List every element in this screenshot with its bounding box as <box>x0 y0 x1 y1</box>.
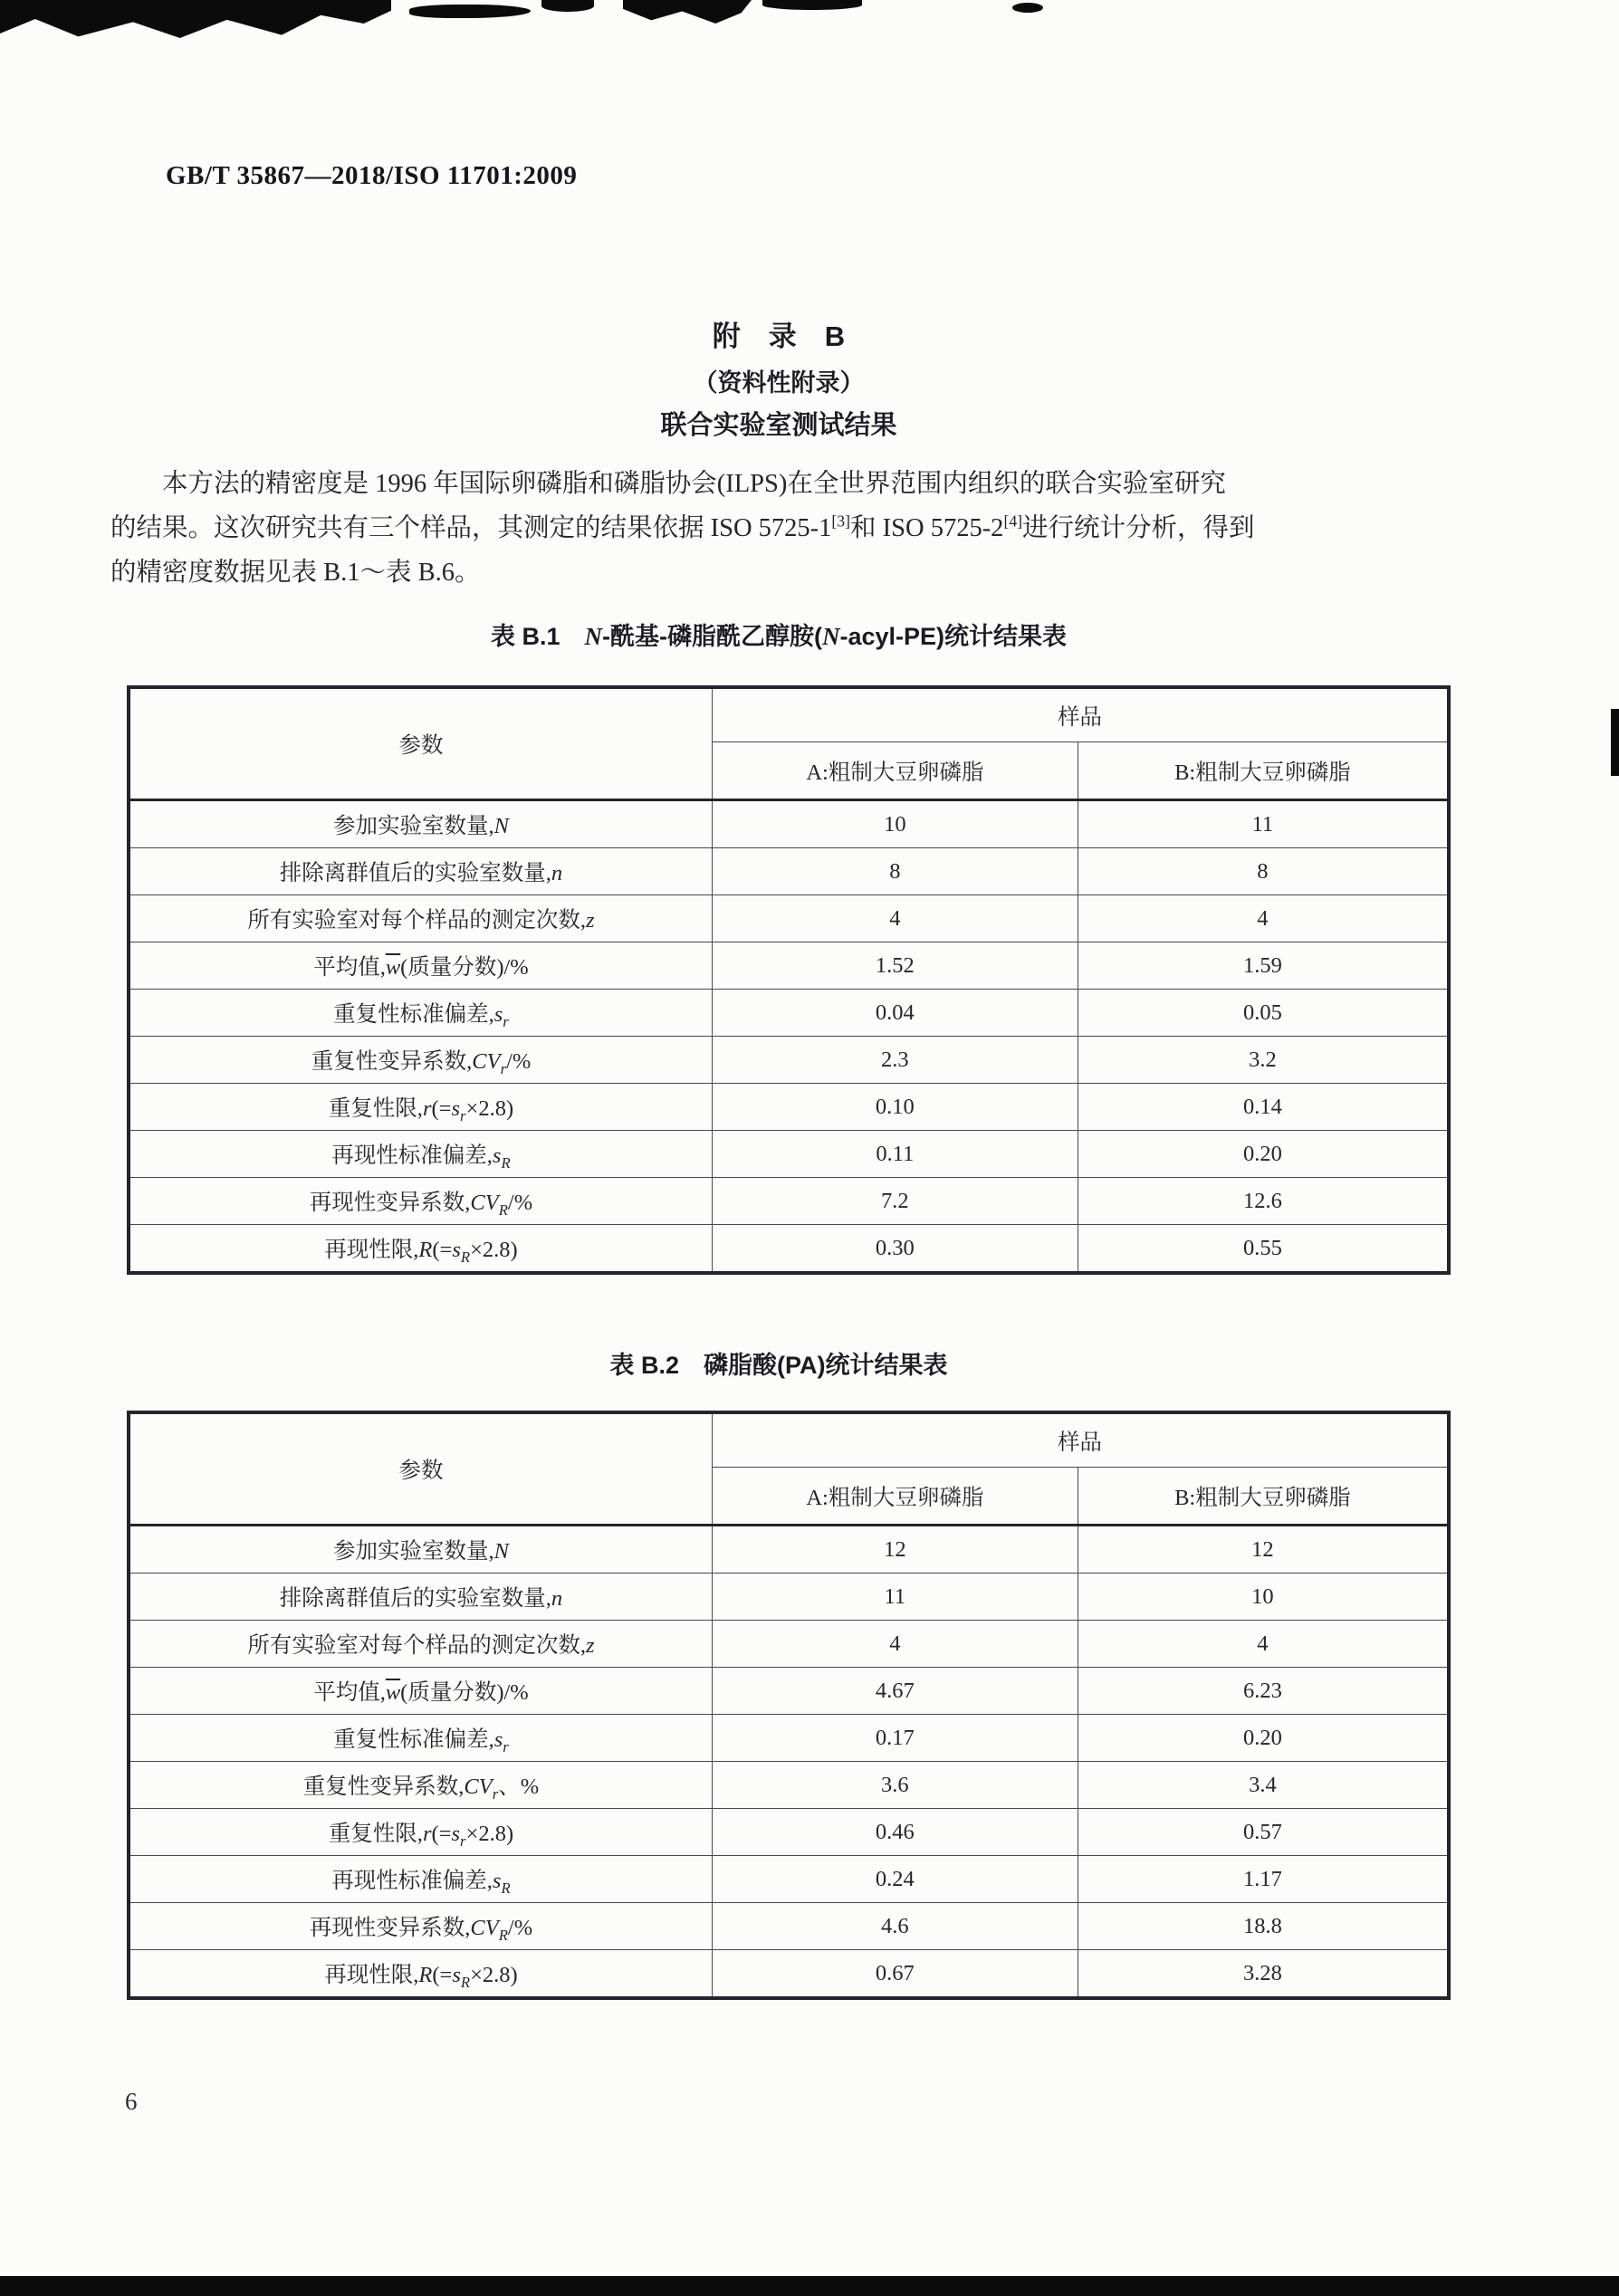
table-row <box>129 895 1449 942</box>
text-segment: 平均值, <box>313 1680 386 1705</box>
sample-b-value: 3.4 <box>1078 1762 1449 1809</box>
text-segment: ×2.8) <box>470 1963 518 1987</box>
text-segment: /% <box>506 1049 532 1074</box>
text-segment: R <box>460 1248 471 1266</box>
parameter-header: 参数 <box>129 1412 712 1526</box>
text-segment: 平均值, <box>313 955 386 980</box>
text-segment: n <box>551 861 563 885</box>
text-segment: z <box>586 1633 595 1658</box>
text-segment: CV <box>472 1049 501 1074</box>
sample-b-header: B:粗制大豆卵磷脂 <box>1078 742 1449 800</box>
appendix-title: 附 录 B <box>712 320 846 352</box>
sample-a-value: 0.30 <box>712 1225 1078 1274</box>
text-segment: 重复性变异系数, <box>311 1049 473 1074</box>
sample-b-value: 0.20 <box>1078 1131 1449 1178</box>
sample-a-value: 0.11 <box>712 1131 1078 1178</box>
sample-b-value: 1.59 <box>1078 942 1449 990</box>
sample-b-value: 3.2 <box>1078 1037 1449 1084</box>
text-segment: 的结果。这次研究共有三个样品，其测定的结果依据 ISO 5725-1 <box>110 514 832 542</box>
text-segment: r <box>492 1784 499 1803</box>
table-row <box>129 942 1449 990</box>
text-segment: (= <box>432 1238 453 1262</box>
parameter-label <box>129 895 712 942</box>
text-segment: R <box>418 1238 433 1262</box>
text-segment: s <box>493 1727 503 1752</box>
sample-b-value: 12.6 <box>1078 1178 1449 1225</box>
parameter-label <box>129 1762 712 1809</box>
table-row <box>129 1178 1449 1225</box>
table-row <box>129 1809 1449 1856</box>
text-segment: 、% <box>498 1775 540 1799</box>
parameter-label <box>129 1084 712 1131</box>
parameter-label <box>129 1903 712 1950</box>
table-row <box>129 990 1449 1037</box>
scan-artifact-top <box>541 0 594 12</box>
text-segment: 重复性标准偏差, <box>333 1727 494 1752</box>
scan-artifact-top <box>1012 3 1043 13</box>
text-segment: s <box>451 1822 461 1846</box>
sample-a-value: 10 <box>712 800 1078 848</box>
sample-a-value: 4.6 <box>712 1903 1078 1950</box>
sample-b-value: 3.28 <box>1078 1950 1449 1999</box>
text-segment: N <box>493 1539 509 1564</box>
sample-a-value: 11 <box>712 1574 1078 1621</box>
text-segment: $\overline{w}$ <box>385 955 401 980</box>
text-segment: 进行统计分析，得到 <box>1022 514 1255 542</box>
table-row <box>129 1084 1449 1131</box>
text-segment: r <box>503 1012 509 1030</box>
text-segment: [4] <box>1003 512 1023 531</box>
scan-artifact-top-left <box>0 0 391 38</box>
parameter-label <box>129 1178 712 1225</box>
sample-a-value: 0.04 <box>712 990 1078 1037</box>
text-segment: -acyl-PE)统计结果表 <box>839 623 1068 650</box>
parameter-label <box>129 800 712 848</box>
table-row <box>129 1762 1449 1809</box>
table-row <box>129 1668 1449 1715</box>
text-segment: N <box>821 623 840 650</box>
text-segment: n <box>551 1586 563 1611</box>
table-row <box>129 1621 1449 1668</box>
standard-number: GB/T 35867—2018/ISO 11701:2009 <box>166 161 578 190</box>
scan-artifact-top <box>623 0 752 24</box>
parameter-label <box>129 1715 712 1762</box>
text-segment: CV <box>470 1916 499 1940</box>
text-segment: /% <box>507 1191 533 1215</box>
sample-b-value: 0.20 <box>1078 1715 1449 1762</box>
text-segment: R <box>418 1963 433 1987</box>
text-segment: 再现性标准偏差, <box>331 1143 493 1168</box>
text-segment: s <box>492 1143 502 1168</box>
text-segment: 所有实验室对每个样品的测定次数, <box>247 908 586 933</box>
sample-a-value: 0.10 <box>712 1084 1078 1131</box>
intro-line-3 <box>110 550 1512 595</box>
text-segment: ×2.8) <box>470 1238 518 1262</box>
sample-b-value: 1.17 <box>1078 1856 1449 1903</box>
text-segment: 本方法的精密度是 1996 年国际卵磷脂和磷脂协会(ILPS)在全世界范围内组织的联合实验室研究 <box>162 470 1226 498</box>
sample-b-value: 6.23 <box>1078 1668 1449 1715</box>
table-row <box>129 1526 1449 1574</box>
text-segment: 重复性限, <box>328 1822 423 1846</box>
scan-artifact-right-edge <box>1611 709 1619 776</box>
intro-paragraph <box>110 462 1512 595</box>
text-segment: (= <box>432 1963 453 1987</box>
sample-a-value: 8 <box>712 848 1078 895</box>
text-segment: 再现性限, <box>324 1963 419 1987</box>
sample-a-value: 12 <box>712 1526 1078 1574</box>
appendix-heading: 联合实验室测试结果 <box>660 411 897 440</box>
text-segment: [3] <box>831 512 851 531</box>
table-b2-header-row <box>129 1412 1449 1468</box>
table-row <box>129 1903 1449 1950</box>
sample-b-value: 0.14 <box>1078 1084 1449 1131</box>
text-segment: z <box>586 908 595 933</box>
parameter-label <box>129 1526 712 1574</box>
table-b1-header-row <box>129 687 1449 742</box>
sample-b-value: 0.57 <box>1078 1809 1449 1856</box>
text-segment: s <box>452 1238 461 1262</box>
parameter-label <box>129 1621 712 1668</box>
sample-b-header: B:粗制大豆卵磷脂 <box>1078 1468 1449 1526</box>
text-segment: (质量分数)/% <box>400 1680 529 1705</box>
sample-b-value: 0.55 <box>1078 1225 1449 1274</box>
parameter-label <box>129 1668 712 1715</box>
text-segment: N <box>493 814 509 838</box>
text-segment: (质量分数)/% <box>400 955 529 980</box>
intro-line-1 <box>110 462 1512 506</box>
sample-b-value: 12 <box>1078 1526 1449 1574</box>
text-segment: CV <box>470 1191 499 1215</box>
text-segment: ×2.8) <box>465 1822 514 1846</box>
table-b1 <box>127 685 1451 1275</box>
text-segment: -酰基-磷脂酰乙醇胺( <box>602 623 822 650</box>
text-segment: 再现性变异系数, <box>309 1191 471 1215</box>
table-b1-caption <box>109 617 1449 652</box>
parameter-label <box>129 1037 712 1084</box>
text-segment: R <box>498 1926 508 1944</box>
text-segment: r <box>460 1106 466 1124</box>
text-segment: 再现性限, <box>324 1238 419 1262</box>
parameter-label <box>129 1856 712 1903</box>
sample-b-value: 10 <box>1078 1574 1449 1621</box>
sample-a-value: 4.67 <box>712 1668 1078 1715</box>
text-segment: /% <box>507 1916 533 1940</box>
text-segment: r <box>422 1822 432 1846</box>
text-segment: 重复性变异系数, <box>302 1775 465 1799</box>
table-b2 <box>127 1411 1451 2000</box>
parameter-label <box>129 1131 712 1178</box>
table-row <box>129 848 1449 895</box>
table-row <box>129 1950 1449 1999</box>
text-segment: (= <box>431 1822 452 1846</box>
sample-a-header: A:粗制大豆卵磷脂 <box>712 1468 1078 1526</box>
parameter-label <box>129 1574 712 1621</box>
sample-b-value: 0.05 <box>1078 990 1449 1037</box>
text-segment: 表 B.1 <box>490 623 585 650</box>
table-b2-caption <box>109 1345 1449 1381</box>
sample-a-value: 7.2 <box>712 1178 1078 1225</box>
text-segment: 再现性标准偏差, <box>331 1869 493 1893</box>
table-row <box>129 1131 1449 1178</box>
sample-a-value: 0.67 <box>712 1950 1078 1999</box>
text-segment: 参加实验室数量, <box>332 1539 494 1564</box>
sample-b-value: 8 <box>1078 848 1449 895</box>
text-segment: R <box>460 1973 471 1991</box>
text-segment: s <box>493 1002 503 1027</box>
sample-b-value: 18.8 <box>1078 1903 1449 1950</box>
text-segment: s <box>492 1869 502 1893</box>
text-segment: $\overline{w}$ <box>385 1680 401 1705</box>
text-segment: ×2.8) <box>465 1096 514 1121</box>
parameter-header: 参数 <box>129 687 712 800</box>
parameter-label <box>129 1225 712 1274</box>
intro-line-2 <box>110 506 1512 550</box>
text-segment: r <box>503 1737 509 1755</box>
sample-a-header: A:粗制大豆卵磷脂 <box>712 742 1078 800</box>
text-segment: r <box>460 1832 466 1850</box>
text-segment: CV <box>464 1775 493 1799</box>
text-segment: 排除离群值后的实验室数量, <box>279 1586 551 1611</box>
sample-a-value: 2.3 <box>712 1037 1078 1084</box>
sample-a-value: 4 <box>712 1621 1078 1668</box>
sample-a-value: 0.17 <box>712 1715 1078 1762</box>
sample-a-value: 0.46 <box>712 1809 1078 1856</box>
text-segment: r <box>500 1059 507 1077</box>
text-segment: R <box>498 1201 508 1219</box>
text-segment: 重复性标准偏差, <box>333 1002 494 1027</box>
scan-artifact-bottom-bar <box>0 2276 1619 2296</box>
table-row <box>129 1225 1449 1274</box>
text-segment: R <box>501 1153 511 1172</box>
sample-header: 样品 <box>712 1412 1449 1468</box>
table-row <box>129 1856 1449 1903</box>
parameter-label <box>129 1950 712 1999</box>
text-segment: s <box>451 1096 461 1121</box>
text-segment: s <box>452 1963 461 1987</box>
table-row <box>129 1715 1449 1762</box>
sample-a-value: 4 <box>712 895 1078 942</box>
text-segment: 再现性变异系数, <box>309 1916 471 1940</box>
table-row <box>129 1037 1449 1084</box>
sample-b-value: 4 <box>1078 1621 1449 1668</box>
text-segment: N <box>584 623 602 650</box>
text-segment: 和 ISO 5725-2 <box>850 514 1004 542</box>
sample-a-value: 0.24 <box>712 1856 1078 1903</box>
sample-a-value: 1.52 <box>712 942 1078 990</box>
parameter-label <box>129 1809 712 1856</box>
appendix-subtitle: （资料性附录） <box>693 369 865 397</box>
text-segment: 的精密度数据见表 B.1～表 B.6。 <box>110 559 481 587</box>
parameter-label <box>129 848 712 895</box>
sample-a-value: 3.6 <box>712 1762 1078 1809</box>
text-segment: 参加实验室数量, <box>332 814 494 838</box>
text-segment: 排除离群值后的实验室数量, <box>279 861 551 885</box>
text-segment: 表 B.2 磷脂酸(PA)统计结果表 <box>609 1352 948 1379</box>
scan-artifact-top <box>762 0 862 10</box>
text-segment: R <box>501 1879 511 1897</box>
table-row <box>129 800 1449 848</box>
page-number: 6 <box>125 2088 138 2115</box>
sample-b-value: 11 <box>1078 800 1449 848</box>
text-segment: r <box>422 1096 432 1121</box>
text-segment: 所有实验室对每个样品的测定次数, <box>247 1633 586 1658</box>
parameter-label <box>129 942 712 990</box>
text-segment: 重复性限, <box>328 1096 423 1121</box>
parameter-label <box>129 990 712 1037</box>
table-row <box>129 1574 1449 1621</box>
sample-header: 样品 <box>712 687 1449 742</box>
sample-b-value: 4 <box>1078 895 1449 942</box>
text-segment: (= <box>431 1096 452 1121</box>
scan-artifact-top <box>409 5 531 18</box>
